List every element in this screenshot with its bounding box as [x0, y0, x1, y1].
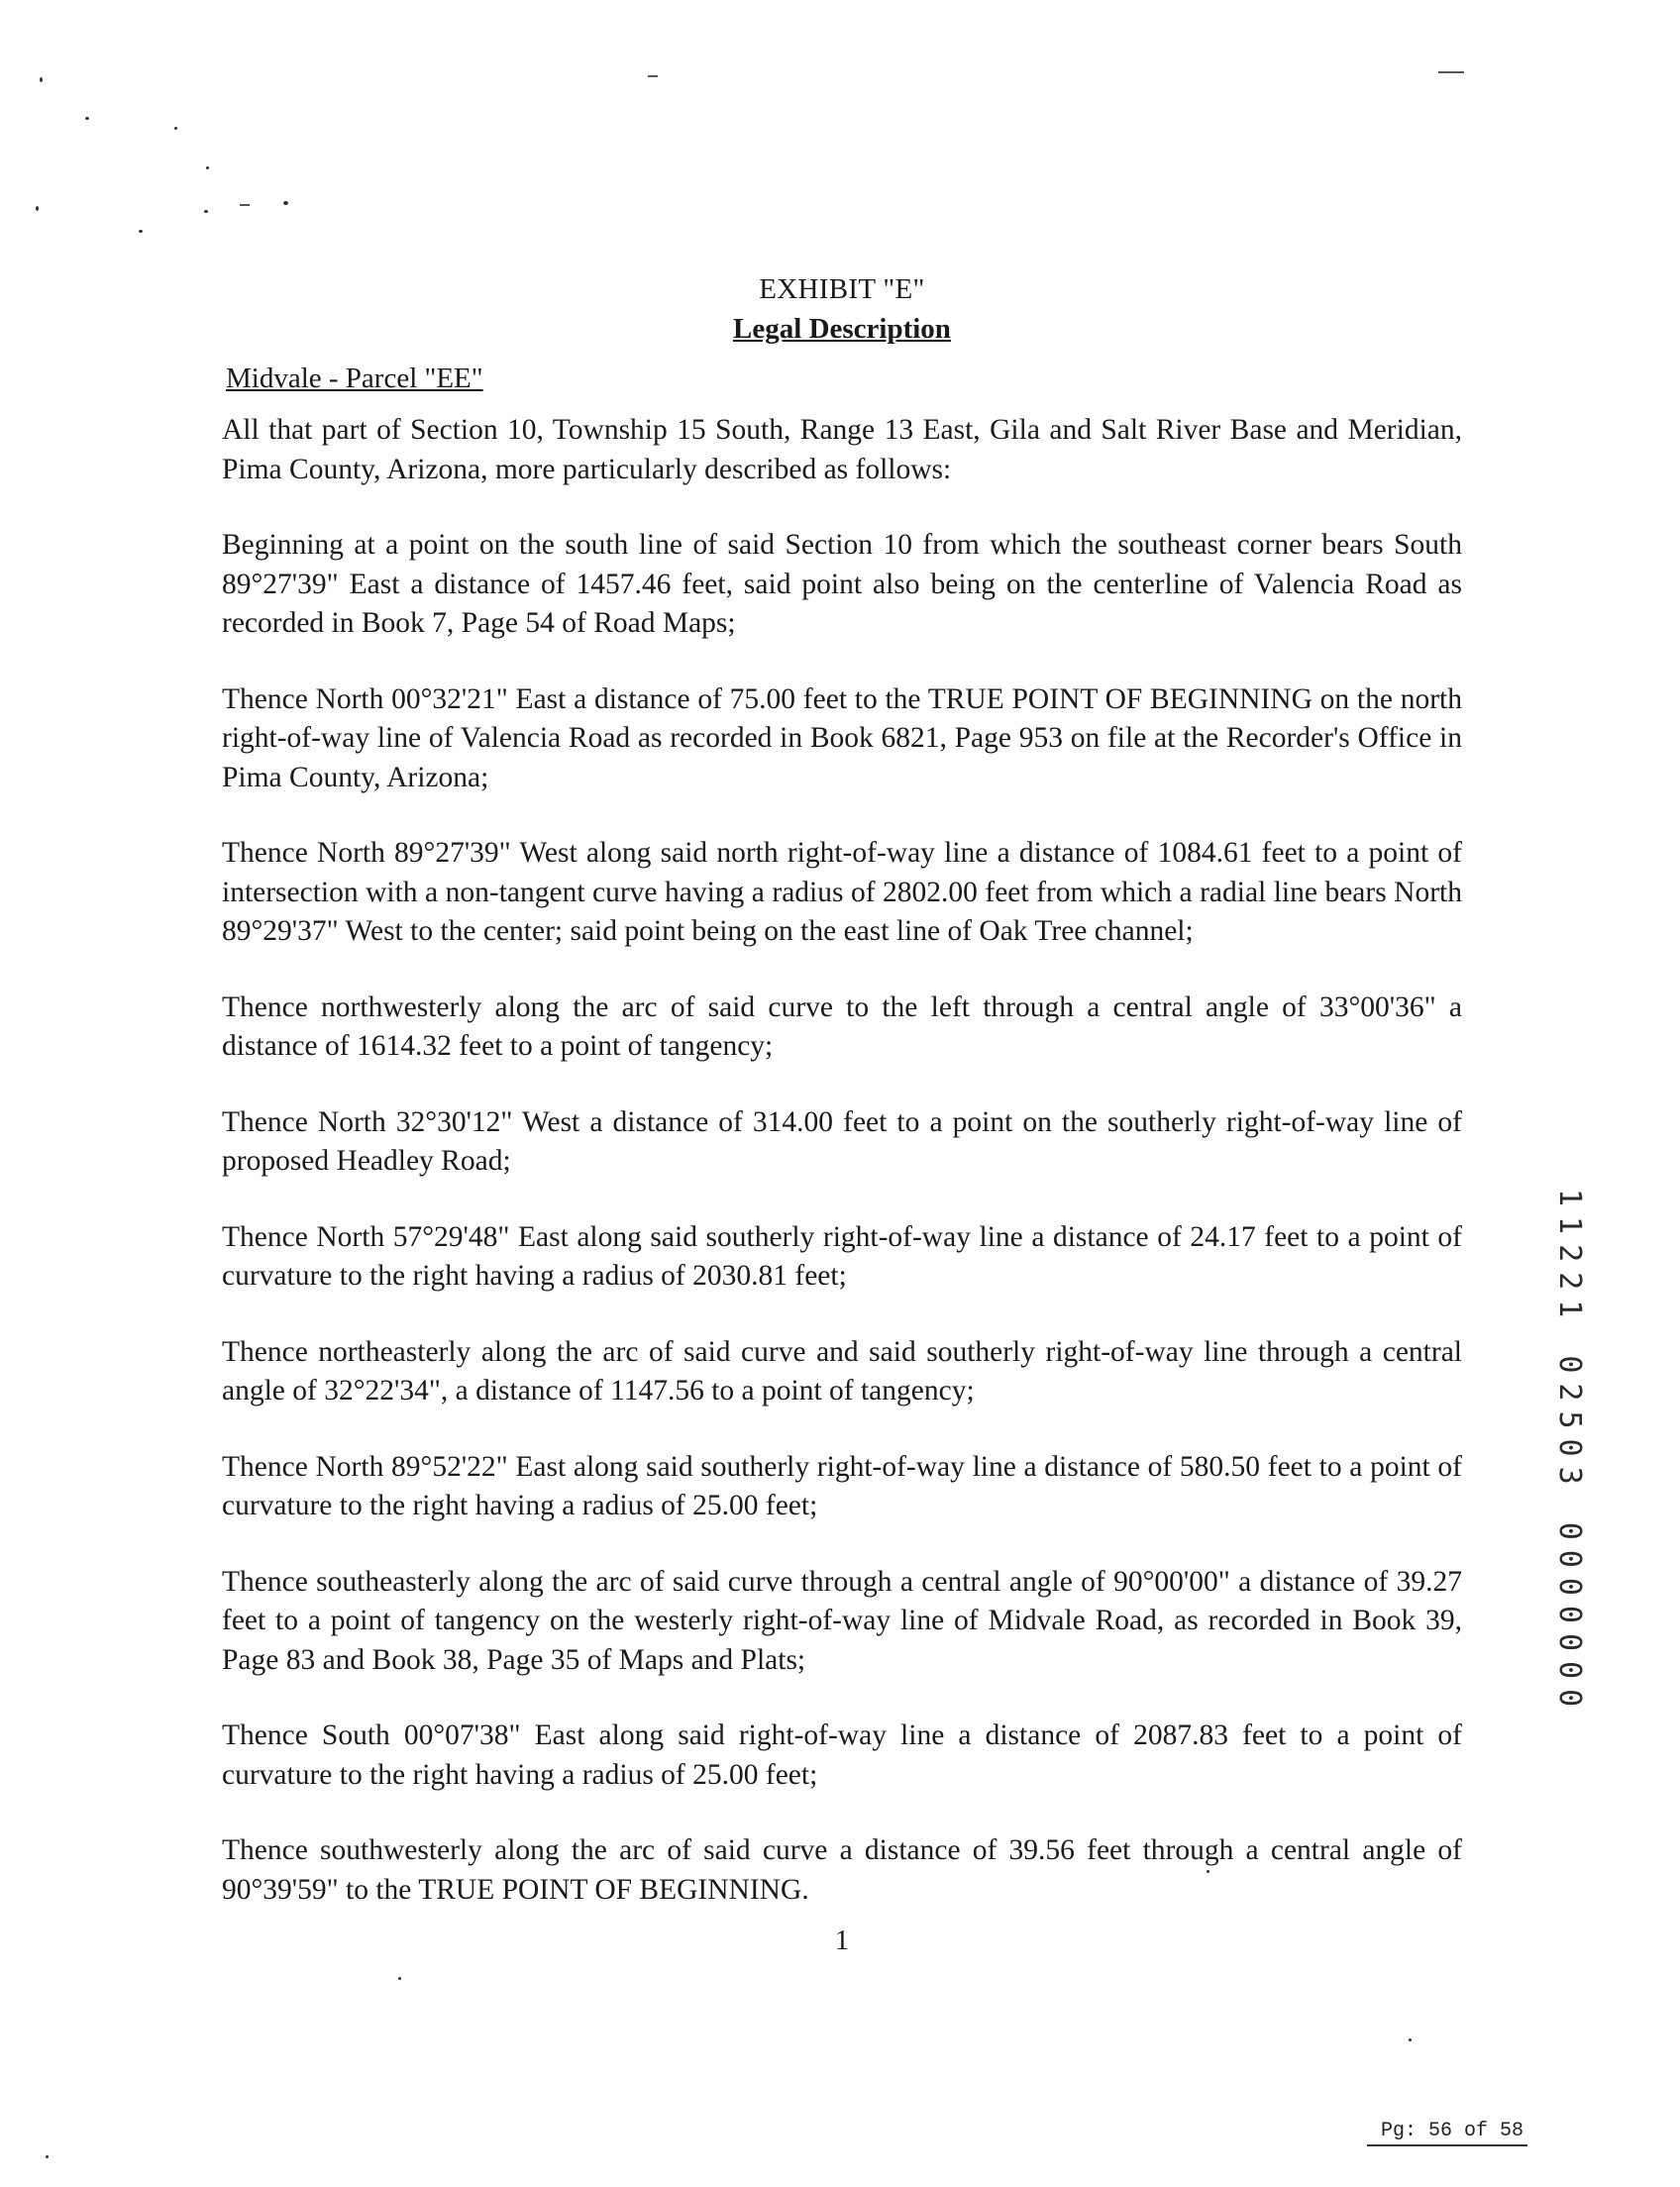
scan-speck: [40, 77, 43, 82]
paragraph: Thence southeasterly along the arc of said curve through a central angle of 90°00'00" a distance of 39.27 feet to a point of tangency on the westerly right-of-way line of Midvale Road, as recorded in Book 39, Page 83 and Book 38, Page 35 of Maps and Plats;: [222, 1565, 1462, 1676]
paragraph: Thence North 89°52'22" East along said southerly right-of-way line a distance of 580.50 feet to a point of curvature to the right having a radius of 25.00 feet;: [222, 1450, 1462, 1521]
paragraph: Thence North 00°32'21" East a distance of 75.00 feet to the TRUE POINT OF BEGINNING on the north right-of-way line of Valencia Road as recorded in Book 6821, Page 953 on file at the Recorder's Office in Pima County, Arizona;: [222, 682, 1462, 793]
scan-speck: [398, 1977, 401, 1980]
scan-speck: [46, 2155, 49, 2158]
scan-dash: [1438, 71, 1464, 73]
exhibit-title: EXHIBIT "E": [759, 273, 925, 305]
paragraph: Thence North 57°29'48" East along said southerly right-of-way line a distance of 24.17 feet to a point of curvature to the right having a radius of 2030.81 feet;: [222, 1220, 1462, 1292]
scan-speck: [1409, 2038, 1412, 2041]
paragraph: All that part of Section 10, Township 15 South, Range 13 East, Gila and Salt River Base and Meridian, Pima County, Arizona, more particularly described as follows:: [222, 414, 1462, 485]
exhibit-subtitle: Legal Description: [733, 313, 951, 345]
footer: [1367, 2120, 1634, 2146]
paragraph: Thence North 89°27'39" West along said north right-of-way line a distance of 1084.61 feet to a point of intersection with a non-tangent curve having a radius of 2802.00 feet from which a radial line bears North 89°29'37" West to the center; said point being on the east line of Oak Tree channel;: [222, 837, 1462, 947]
parcel-name: Midvale - Parcel "EE": [226, 363, 483, 394]
paragraph: Thence South 00°07'38" East along said right-of-way line a distance of 2087.83 feet to a point of curvature to the right having a radius of 25.00 feet;: [222, 1719, 1462, 1791]
scan-speck: [206, 166, 209, 169]
paragraph: Thence northeasterly along the arc of said curve and said southerly right-of-way line through a central angle of 32°22'34", a distance of 1147.56 to a point of tangency;: [222, 1335, 1462, 1406]
scan-dash: [648, 75, 658, 77]
scan-speck: [283, 201, 288, 205]
paragraph: Beginning at a point on the south line of said Section 10 from which the southeast corner bears South 89°27'39" East a distance of 1457.46 feet, said point also being on the centerline of Valencia Road as recorded in Book 7, Page 54 of Road Maps;: [222, 529, 1462, 639]
title-block: [594, 269, 1090, 349]
page-number: 1: [834, 1925, 850, 1956]
scan-speck: [204, 210, 208, 213]
scan-speck: [85, 117, 89, 120]
scan-speck: [36, 206, 39, 211]
footer-page-label: Pg: 56 of 58: [1367, 2120, 1527, 2146]
paragraph: Thence southwesterly along the arc of said curve a distance of 39.56 feet through a central angle of 90°39'59" to the TRUE POINT OF BEGINNING.: [222, 1834, 1462, 1906]
recording-stamp: [1551, 1189, 1591, 1941]
paragraph: Thence North 32°30'12" West a distance of 314.00 feet to a point on the southerly right-of-way line of proposed Headley Road;: [222, 1105, 1462, 1177]
paragraph: Thence northwesterly along the arc of said curve to the left through a central angle of 33°00'36" a distance of 1614.32 feet to a point of tangency;: [222, 990, 1462, 1062]
legal-description-body: [222, 411, 1462, 1946]
scan-speck: [139, 230, 143, 233]
recording-stamp-text: 11221 02503 0000000: [1552, 1189, 1587, 1718]
scan-speck: [174, 127, 177, 130]
scan-dash: [240, 204, 250, 206]
